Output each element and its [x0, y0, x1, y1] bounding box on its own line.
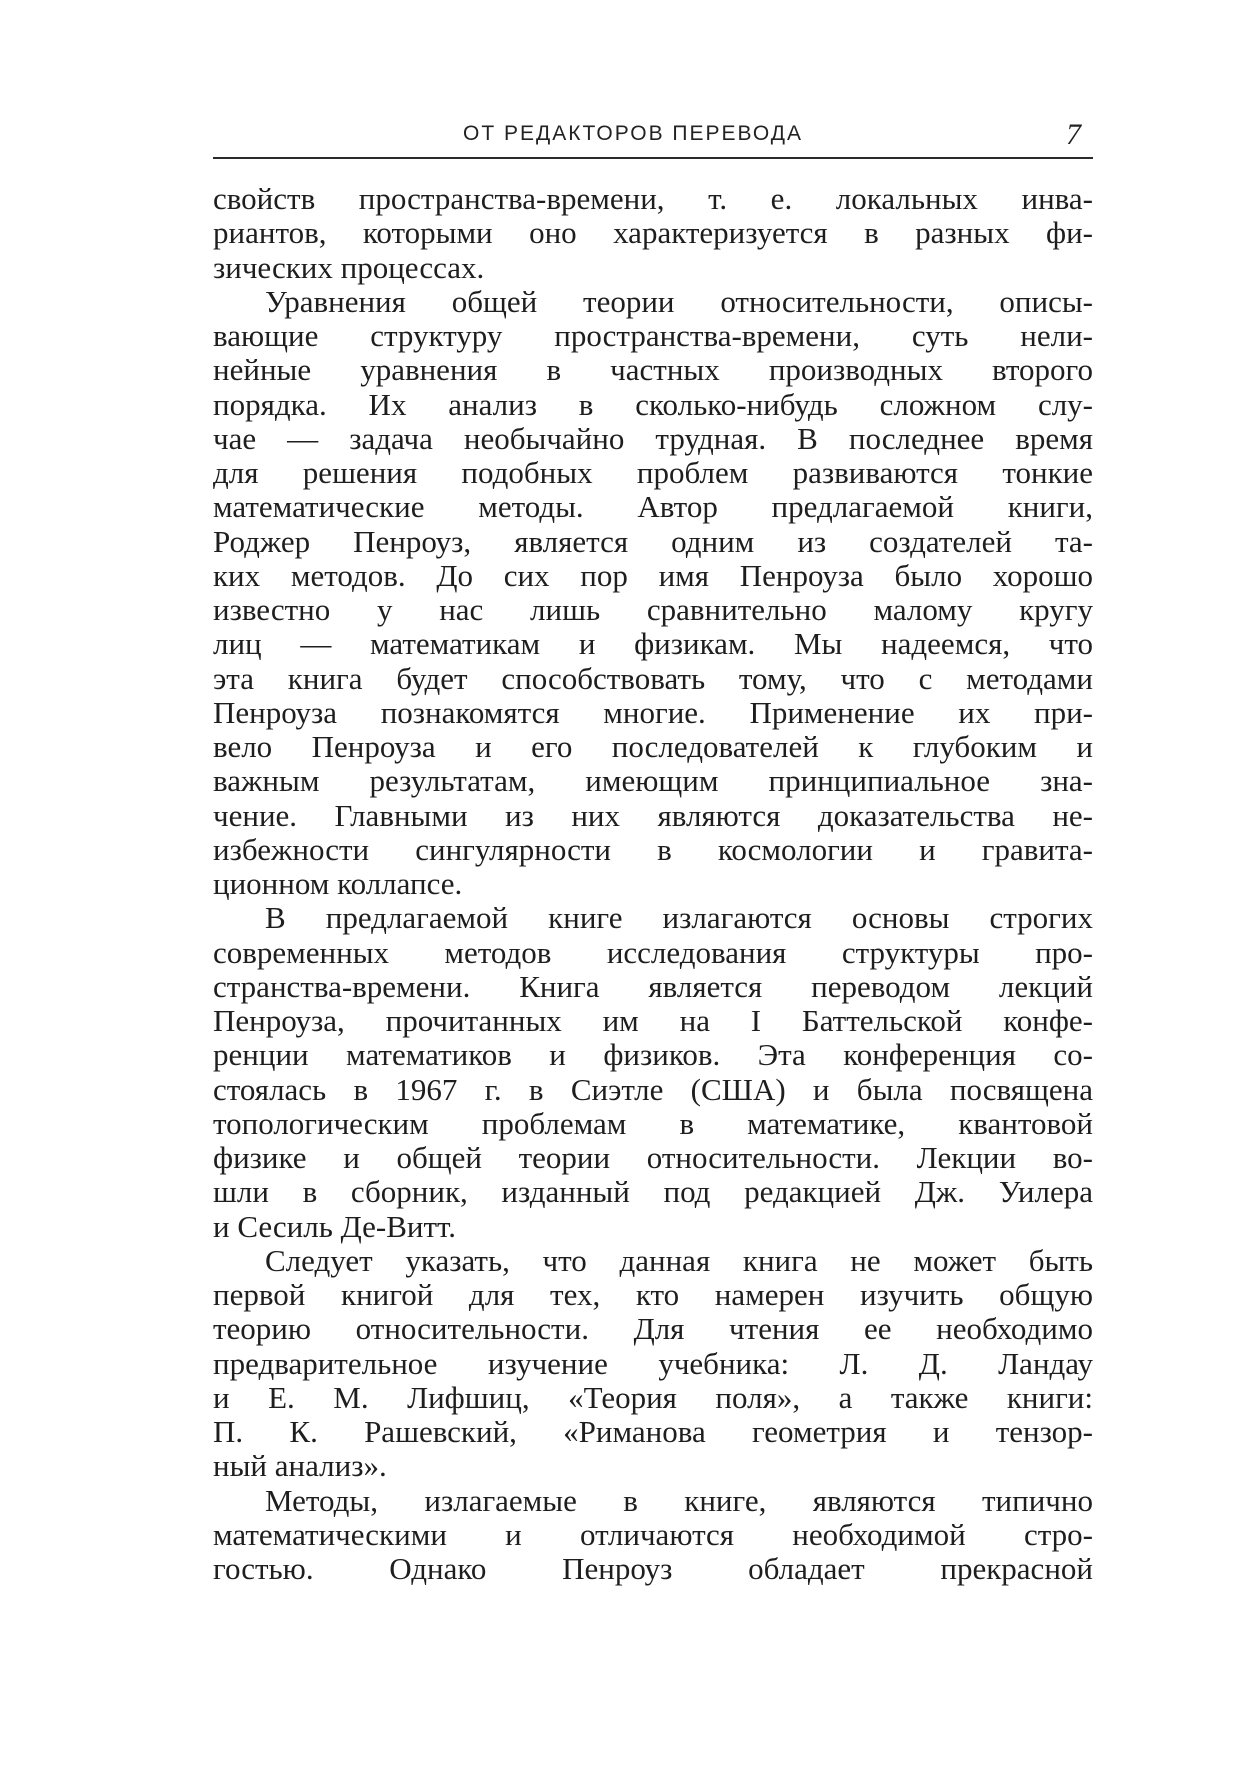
text-line: Пенроуза познакомятся многие. Применение их при- — [213, 694, 1093, 730]
text-line: чение. Главными из них являются доказательства не- — [213, 797, 1093, 833]
text-line: современных методов исследования структуры про- — [213, 934, 1093, 970]
text-line: свойств пространства-времени, т. е. локальных инва- — [213, 181, 1093, 216]
paragraph — [213, 182, 1093, 285]
paragraph — [213, 901, 1093, 1244]
text-line: важным результатам, имеющим принципиальное зна- — [213, 763, 1093, 799]
header-rule — [213, 157, 1093, 159]
text-line: странства-времени. Книга является переводом лекций — [213, 968, 1093, 1004]
text-line: П. К. Рашевский, «Риманова геометрия и тензор- — [213, 1414, 1093, 1449]
text-line: избежности сингулярности в космологии и гравита- — [213, 831, 1093, 867]
text-line: предварительное изучение учебника: Л. Д. Ландау — [213, 1345, 1093, 1381]
text-line: зических процессах. — [213, 249, 485, 285]
running-head — [213, 118, 1093, 158]
text-line: первой книгой для тех, кто намерен изучить общую — [213, 1277, 1093, 1312]
text-line: порядка. Их анализ в сколько-нибудь сложном слу- — [213, 386, 1093, 422]
text-line: Методы, излагаемые в книге, являются типично — [265, 1482, 1093, 1518]
paragraph — [213, 1484, 1093, 1587]
text-line: вело Пенроуза и его последователей к глубоким и — [213, 729, 1093, 764]
text-line: лиц — математикам и физикам. Мы надеемся, что — [213, 626, 1093, 662]
text-line: ренции математиков и физиков. Эта конференция со- — [213, 1037, 1093, 1073]
paragraph — [213, 1244, 1093, 1484]
text-line: ционном коллапсе. — [213, 866, 463, 901]
page-number: 7 — [1066, 118, 1081, 151]
text-line: для решения подобных проблем развиваются тонкие — [213, 455, 1093, 490]
text-line: и Сесиль Де-Витт. — [213, 1208, 457, 1244]
text-line: гостью. Однако Пенроуз обладает прекрасной — [213, 1551, 1093, 1586]
text-line: В предлагаемой книге излагаются основы строгих — [265, 900, 1093, 936]
text-line: Пенроуза, прочитанных им на I Баттельской конфе- — [213, 1003, 1093, 1038]
text-line: известно у нас лишь сравнительно малому кругу — [213, 592, 1093, 627]
text-line: Следует указать, что данная книга не может быть — [265, 1242, 1093, 1278]
text-line: Роджер Пенроуз, является одним из создателей та- — [213, 523, 1093, 559]
text-line: физике и общей теории относительности. Лекции во- — [213, 1140, 1093, 1175]
text-line: математические методы. Автор предлагаемой книги, — [213, 489, 1093, 525]
text-line: стоялась в 1967 г. в Сиэтле (США) и была посвящена — [213, 1071, 1093, 1107]
text-line: Уравнения общей теории относительности, описы- — [265, 283, 1093, 319]
text-line: эта книга будет способствовать тому, что с методами — [213, 660, 1093, 696]
text-line: ный анализ». — [213, 1448, 387, 1484]
running-title: ОТ РЕДАКТОРОВ ПЕРЕВОДА — [463, 122, 803, 145]
paragraph — [213, 285, 1093, 902]
text-line: вающие структуру пространства-времени, суть нели- — [213, 318, 1093, 353]
text-line: чае — задача необычайно трудная. В последнее время — [213, 420, 1093, 456]
text-line: топологическим проблемам в математике, квантовой — [213, 1105, 1093, 1141]
text-line: математическими и отличаются необходимой стро- — [213, 1516, 1093, 1552]
text-line: шли в сборник, изданный под редакцией Дж. Уилера — [213, 1174, 1093, 1210]
body-text — [213, 182, 1093, 1586]
text-line: риантов, которыми оно характеризуется в разных фи- — [213, 215, 1093, 251]
text-line: теорию относительности. Для чтения ее необходимо — [213, 1311, 1093, 1347]
text-line: ких методов. До сих пор имя Пенроуза было хорошо — [213, 557, 1093, 593]
text-line: нейные уравнения в частных производных второго — [213, 352, 1093, 388]
text-line: и Е. М. Лифшиц, «Теория поля», а также книги: — [213, 1379, 1093, 1415]
